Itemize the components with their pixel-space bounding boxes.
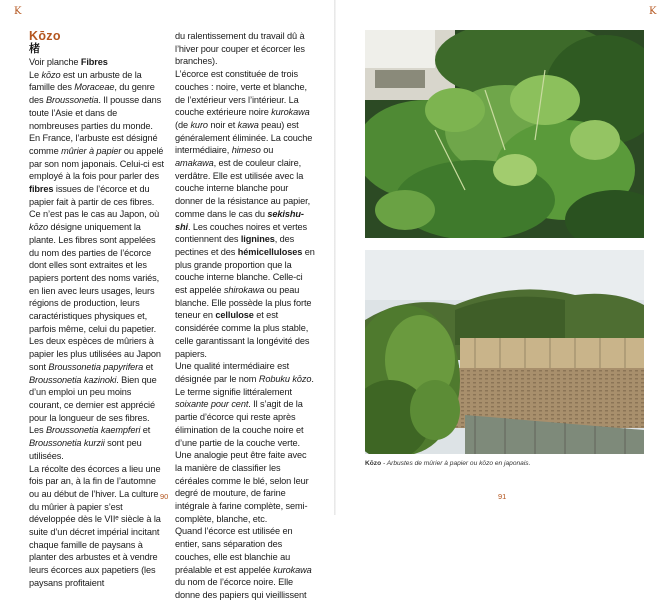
text-run: Le xyxy=(29,69,42,80)
text-run: et est considérée comme la plus stable, celle garantissant la longévité des papiers. xyxy=(175,310,310,359)
page-marker-left: K xyxy=(14,6,22,17)
italic-term: mûrier à papier xyxy=(61,145,122,156)
text-run: L’écorce est constituée de trois couches : noire, verte et blanche, de l’extérieur vers l’intérieur. La couche extérieure noire xyxy=(175,69,307,118)
kozo-leaves-photo xyxy=(365,30,644,238)
text-run: ou appelé par son nom japonais. Celui-ci est employé à la fois pour parler des xyxy=(29,145,164,182)
italic-term: himeso xyxy=(231,145,261,156)
italic-term: soixante pour cent xyxy=(175,399,249,410)
text-run: du ralentissement du travail dû à l’hiver pour couper et écorcer les branches). xyxy=(175,31,305,67)
text-run: et xyxy=(143,361,154,372)
text-run: Une qualité intermédiaire est désignée par le nom xyxy=(175,361,290,384)
paragraph xyxy=(175,360,315,525)
italic-term: Broussonetia kurzii xyxy=(29,438,105,449)
italic-term: kurokawa xyxy=(271,107,310,118)
bold-term: lignines xyxy=(240,234,275,245)
text-run: Quand l’écorce est utilisée en entier, sans séparation des couches, elle est blanchie au préalable et est appelée xyxy=(175,526,293,575)
paragraph xyxy=(175,30,315,68)
text-run: , est de couleur claire, verdâtre. Elle est utilisée avec la couche interne blanche pour donner de la résistance au papier, comme dans le cas du xyxy=(175,158,311,219)
text-run: du nom de l’écorce noire. Elle donne des papiers qui vieillissent xyxy=(175,577,307,600)
entry-title: Kōzo xyxy=(29,29,61,43)
left-page xyxy=(0,0,336,600)
text-run: sont peu utilisées. xyxy=(29,438,142,461)
see-also-line xyxy=(29,56,165,69)
bold-term: hémicelluloses xyxy=(237,246,303,257)
italic-term: kawa xyxy=(237,119,259,130)
page-number-right: 91 xyxy=(498,492,507,501)
text-run: , du genre des xyxy=(29,82,155,106)
italic-term: Robuku kōzo xyxy=(258,373,312,384)
text-run: ou xyxy=(260,145,274,156)
paragraph xyxy=(29,335,165,462)
text-run: est un arbuste de la famille des xyxy=(29,69,142,93)
text-run: peau) est généralement éliminée. La couche intermédiaire, xyxy=(175,119,313,156)
text-run: La récolte des écorces a lieu une fois par an, à la fin de l’automne ou au début de l’hiver. La culture du mûrier à papier s’est développée dès le VIIᵉ siècle à la suite d’un décret impérial incitant chaque famille de paysans à planter des arbustes et à vendre leurs écorces aux papetiers (les paysans profitaient xyxy=(29,463,161,588)
left-column xyxy=(29,30,165,590)
text-run: . Les couches noires et vertes contiennent des xyxy=(175,221,308,245)
italic-term: kurokawa xyxy=(273,564,312,575)
text-run: . Il s’agit de la partie d’écorce qui reste après élimination de la couche noire et d’une partie de la couche verte. Une analogie peut être faite avec la manière de classifier les céréales comme le blé, selon leur degré de mouture, de farine intégrale à farine complète, semi-complète, blanche, etc. xyxy=(175,399,309,524)
italic-term: kōzo xyxy=(41,69,61,80)
italic-term: Broussonetia kazinoki xyxy=(29,374,117,385)
text-run: . Bien que d’un emploi un peu moins courant, ce dernier est apprécié pour la longueur de ses fibres. Les xyxy=(29,374,157,436)
caption-text: - Arbustes de mûrier à papier ou kōzo en japonais. xyxy=(381,460,531,467)
page-number-left: 90 xyxy=(160,492,169,501)
entry-kanji: 楮 xyxy=(29,43,40,55)
see-also-prefix: Voir planche xyxy=(29,57,81,67)
paragraph xyxy=(29,69,165,336)
text-run: Les deux espèces de mûriers à papier les plus utilisées au Japon sont xyxy=(29,336,161,372)
paragraph xyxy=(175,68,315,360)
text-run: noir et xyxy=(207,119,238,130)
text-run: , des pectines et des xyxy=(175,234,295,257)
bold-term: cellulose xyxy=(215,310,254,321)
italic-term: Broussonetia kaempferi xyxy=(45,425,141,436)
italic-term: kōzo xyxy=(29,222,49,233)
caption-bold: Kōzo xyxy=(365,460,382,467)
text-run: (de xyxy=(175,119,191,130)
italic-term: Broussonetia xyxy=(45,95,99,106)
italic-term: amakawa xyxy=(175,158,214,169)
italic-term: kuro xyxy=(190,119,208,130)
bold-term: sekishu-shi xyxy=(175,208,304,232)
kozo-field-photo xyxy=(365,250,644,454)
text-run: . Le terme signifie littéralement xyxy=(175,373,314,397)
paragraph xyxy=(175,525,315,601)
page-marker-right: K xyxy=(649,6,657,17)
bold-term: fibres xyxy=(29,184,54,195)
italic-term: shirokawa xyxy=(223,285,265,296)
text-run: issues de l’écorce et du papier fait à partir de ces fibres. Ce n’est pas le cas au Japon, où xyxy=(29,184,160,220)
italic-term: Moraceae xyxy=(74,82,115,93)
text-run: . Il pousse dans toute l’Asie et dans de nombreuses parties du monde. En France, l’arbuste est désigné comme xyxy=(29,95,162,156)
text-run: désigne uniquement la plante. Les fibres sont appelées du nom des parties de l’écorce dont elles sont extraites et les papiers portent des noms variés, en lien avec leurs usages, leurs régions de production, leurs caractéristiques physiques et, parfois même, celui du papetier. xyxy=(29,222,160,334)
see-also-link[interactable]: Fibres xyxy=(80,57,108,67)
text-run: ou peau blanche. Elle possède la plus forte teneur en xyxy=(175,285,312,321)
middle-column xyxy=(175,30,315,602)
text-run: et xyxy=(140,425,151,436)
paragraph xyxy=(29,463,165,590)
text-run: en plus grande proportion que la couche interne blanche. Celle-ci est appelée xyxy=(175,246,315,296)
figure-caption xyxy=(365,460,645,467)
italic-term: Broussonetia papyrifera xyxy=(48,361,144,372)
